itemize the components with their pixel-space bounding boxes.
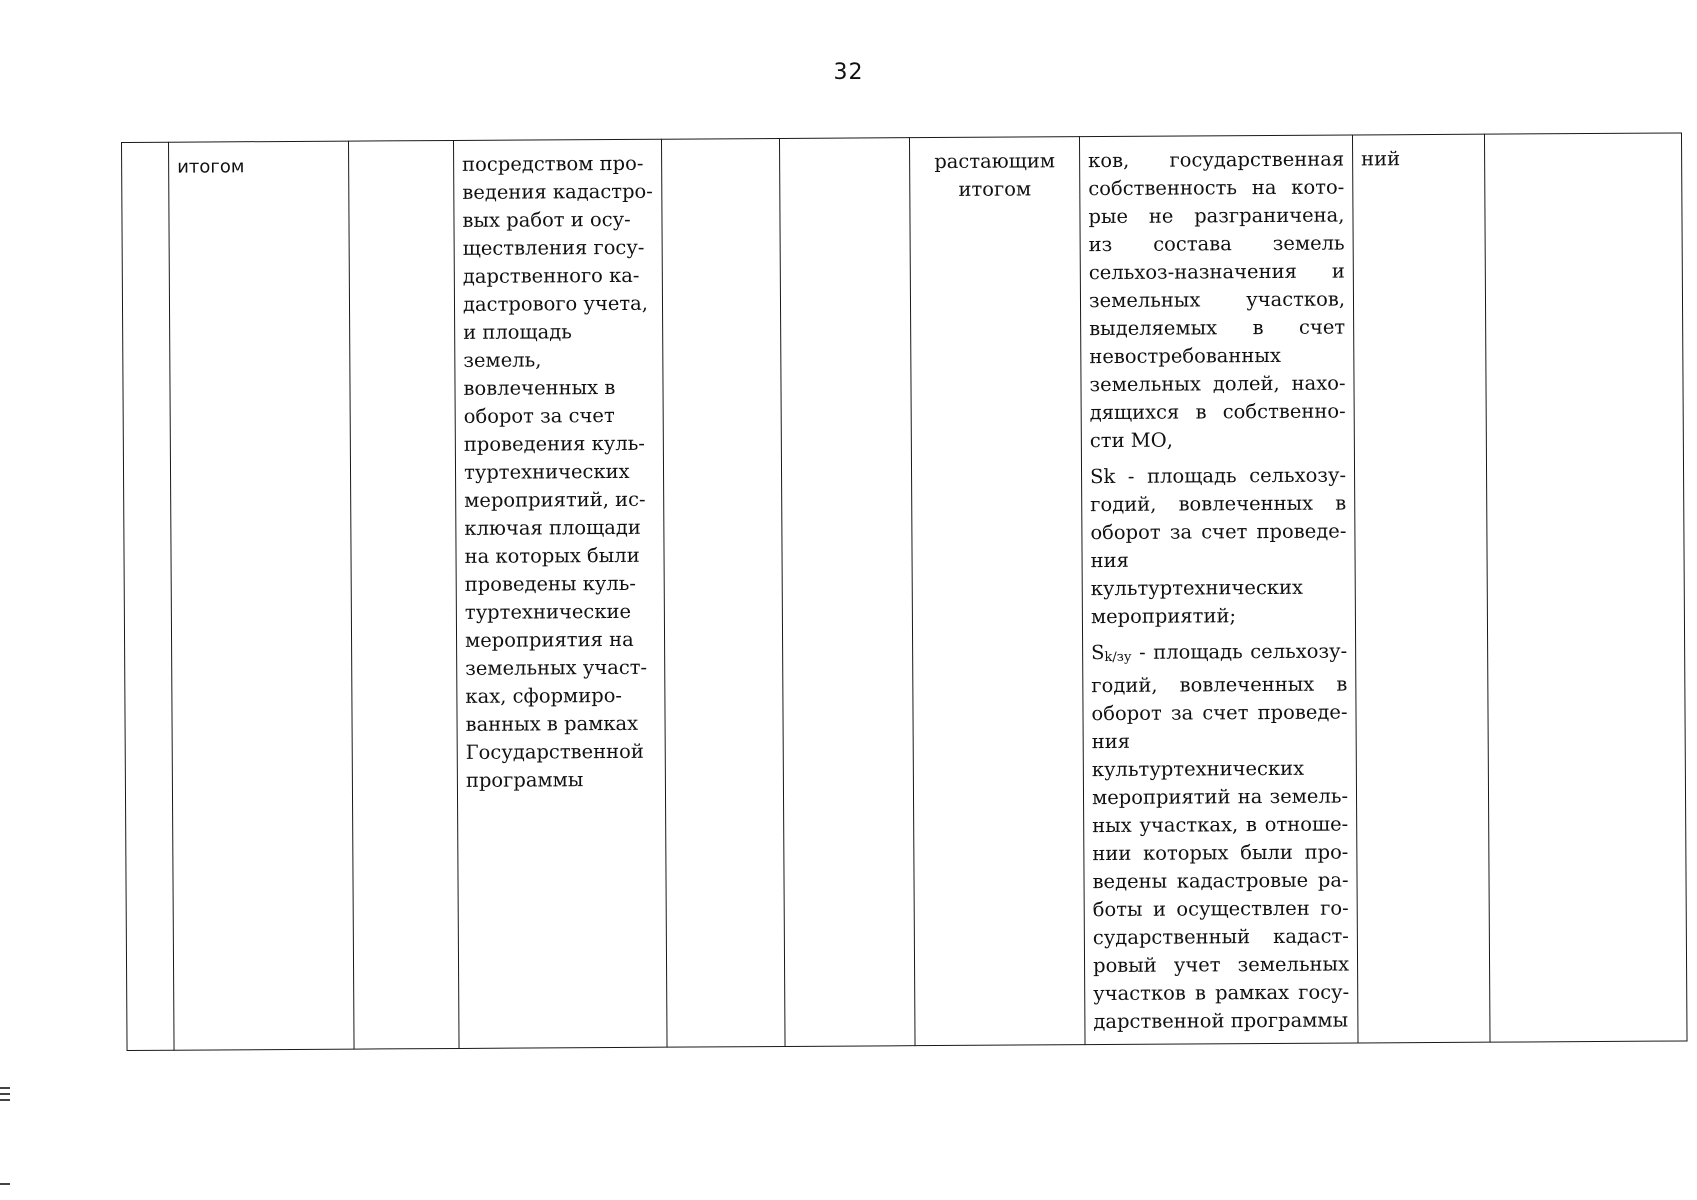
formula-subscript: k/зу — [1104, 649, 1132, 666]
page-number: 32 — [833, 60, 864, 85]
formula-paragraph-3 — [1091, 638, 1349, 1037]
cell-indicator — [169, 141, 355, 1050]
gutter-mark — [0, 1093, 10, 1095]
cell-empty-5 — [661, 138, 785, 1047]
cell-unit — [348, 140, 459, 1049]
gutter-mark — [0, 1183, 10, 1185]
document-table-container — [121, 132, 1688, 1051]
gutter-mark — [0, 1099, 10, 1101]
cell-periodicity-text: растающим итогом — [934, 149, 1056, 201]
cell-source-text: ний — [1361, 147, 1401, 171]
cell-source — [1352, 134, 1490, 1043]
cell-empty-6 — [779, 138, 915, 1047]
formula-paragraph-3-text: - площадь сельхозу-годий, вовлеченных в оборот за счет проведе-ния культуртехнических мероприятий на земель-ных участках, в отноше-нии которых были про-ведены кадастровые ра-боты и осуществлен го-сударственный кадаст-ровый учет земельных участков в рамках госу-дарственной программы — [1091, 639, 1350, 1034]
cell-empty-10 — [1484, 133, 1687, 1042]
cell-formula — [1079, 135, 1358, 1045]
formula-symbol: S — [1091, 641, 1105, 665]
cell-description-text: посредством про- ведения кадастро- вых работ и осу- ществления госу- дарственного ка- дастрового учета, и площадь земель, вовлеченных в оборот за счет проведения куль- туртехнических мероприятий, ис- ключая площади на которых были проведены куль- туртехнические мероприятия на земельных участ- ках, сформиро- ванных в рамках Государственной программы — [462, 151, 653, 792]
formula-paragraph-1: ков, государственная собственность на кото-рые не разграничена, из состава земель сельхоз-назначения и земельных участков, выделяемых в счет невостребованных земельных долей, нахо-дящихся в собственно-сти МО, — [1088, 147, 1346, 453]
formula-paragraph-2: Sk - площадь сельхозу-годий, вовлеченных в оборот за счет проведе-ния культуртехнических мероприятий; — [1089, 463, 1347, 629]
document-table — [121, 132, 1688, 1051]
cell-periodicity — [909, 137, 1085, 1046]
cell-indicator-text: итогом — [177, 156, 245, 178]
cell-description — [453, 139, 667, 1048]
gutter-mark — [0, 1087, 10, 1089]
cell-number — [122, 142, 175, 1050]
table-row — [122, 133, 1688, 1051]
